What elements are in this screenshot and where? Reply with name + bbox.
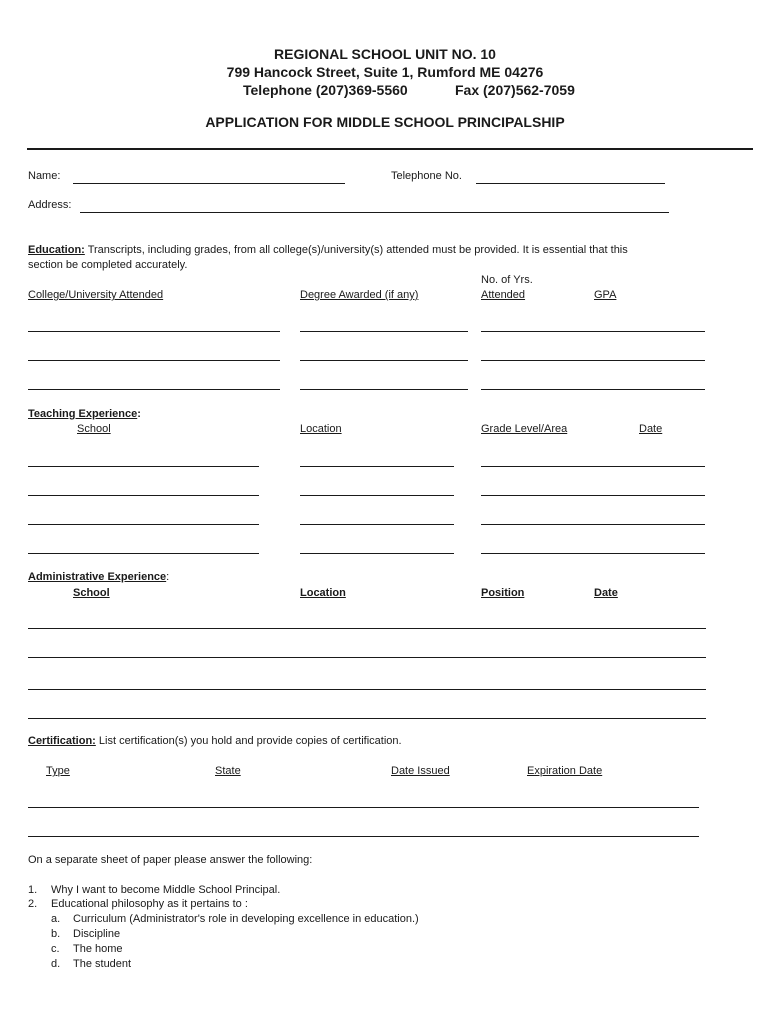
teaching-school-field[interactable]: [28, 495, 259, 496]
district-fax: Fax (207)562-7059: [455, 82, 575, 98]
subquestion-letter: c.: [51, 943, 60, 955]
cert-state-header: State: [215, 765, 241, 777]
education-college-field[interactable]: [28, 331, 280, 332]
name-label: Name:: [28, 170, 61, 182]
certification-instruction: [28, 735, 402, 747]
teaching-location-field[interactable]: [300, 466, 454, 467]
teaching-location-field[interactable]: [300, 553, 454, 554]
admin-experience-field[interactable]: [28, 718, 706, 719]
certification-field[interactable]: [28, 807, 699, 808]
teaching-school-field[interactable]: [28, 553, 259, 554]
teaching-location-field[interactable]: [300, 495, 454, 496]
certification-field[interactable]: [28, 836, 699, 837]
admin-position-header: Position: [481, 587, 525, 599]
education-degree-field[interactable]: [300, 331, 468, 332]
teaching-school-field[interactable]: [28, 466, 259, 467]
teaching-location-header: Location: [300, 423, 342, 435]
teaching-school-header: School: [77, 423, 111, 435]
district-address: 799 Hancock Street, Suite 1, Rumford ME 04276: [226, 64, 544, 80]
district-telephone: Telephone (207)369-5560: [243, 82, 408, 98]
cert-date-issued-header: Date Issued: [391, 765, 450, 777]
education-instruction-text: Transcripts, including grades, from all college(s)/university(s) attended must be provided. It is essential that this: [84, 244, 628, 256]
admin-experience-field[interactable]: [28, 689, 706, 690]
teaching-heading-wrap: Teaching Experience:: [28, 408, 141, 420]
administrative-heading: Administrative Experience: [28, 571, 167, 583]
teaching-grade-date-field[interactable]: [481, 466, 705, 467]
administrative-heading-wrap: Administrative Experience:: [28, 571, 170, 583]
certification-instruction-text: List certification(s) you hold and provide copies of certification.: [95, 735, 402, 747]
address-label: Address:: [28, 199, 72, 211]
question-text: Educational philosophy as it pertains to :: [51, 898, 248, 910]
subquestion-text: Curriculum (Administrator's role in developing excellence in education.): [73, 913, 419, 925]
education-years-gpa-field[interactable]: [481, 331, 705, 332]
teaching-grade-date-field[interactable]: [481, 495, 705, 496]
question-text: Why I want to become Middle School Principal.: [51, 884, 281, 896]
education-instruction-cont: section be completed accurately.: [28, 259, 188, 271]
questions-intro: On a separate sheet of paper please answer the following:: [28, 854, 313, 866]
education-degree-field[interactable]: [300, 360, 468, 361]
subquestion-letter: a.: [51, 913, 61, 925]
gpa-column-header: GPA: [594, 289, 617, 301]
header-divider: [27, 148, 753, 150]
education-heading: Education:: [28, 244, 85, 256]
education-years-gpa-field[interactable]: [481, 360, 705, 361]
certification-heading: Certification:: [28, 735, 96, 747]
admin-experience-field[interactable]: [28, 628, 706, 629]
teaching-school-field[interactable]: [28, 524, 259, 525]
teaching-heading: Teaching Experience: [28, 408, 138, 420]
subquestion-letter: b.: [51, 928, 61, 940]
admin-date-header: Date: [594, 587, 618, 599]
form-title: APPLICATION FOR MIDDLE SCHOOL PRINCIPALSHIP: [205, 114, 565, 130]
admin-experience-field[interactable]: [28, 657, 706, 658]
subquestion-text: The home: [73, 943, 123, 955]
telephone-field[interactable]: [476, 183, 665, 184]
question-number: 2.: [28, 898, 38, 910]
subquestion-text: The student: [73, 958, 132, 970]
name-field[interactable]: [73, 183, 345, 184]
teaching-location-field[interactable]: [300, 524, 454, 525]
teaching-grade-date-field[interactable]: [481, 553, 705, 554]
teaching-grade-header: Grade Level/Area: [481, 423, 568, 435]
years-header-top: No. of Yrs.: [481, 274, 533, 286]
cert-expiration-header: Expiration Date: [527, 765, 603, 777]
address-field[interactable]: [80, 212, 669, 213]
district-name: REGIONAL SCHOOL UNIT NO. 10: [274, 46, 496, 62]
teaching-grade-date-field[interactable]: [481, 524, 705, 525]
years-column-header: Attended: [481, 289, 526, 301]
admin-school-header: School: [73, 587, 110, 599]
college-column-header: College/University Attended: [28, 289, 164, 301]
education-years-gpa-field[interactable]: [481, 389, 705, 390]
degree-column-header: Degree Awarded (if any): [300, 289, 419, 301]
teaching-date-header: Date: [639, 423, 663, 435]
subquestion-letter: d.: [51, 958, 61, 970]
question-number: 1.: [28, 884, 38, 896]
education-college-field[interactable]: [28, 360, 280, 361]
education-degree-field[interactable]: [300, 389, 468, 390]
admin-location-header: Location: [300, 587, 346, 599]
subquestion-text: Discipline: [73, 928, 121, 940]
education-college-field[interactable]: [28, 389, 280, 390]
cert-type-header: Type: [46, 765, 70, 777]
education-instruction: [28, 244, 628, 256]
telephone-label: Telephone No.: [391, 170, 462, 182]
